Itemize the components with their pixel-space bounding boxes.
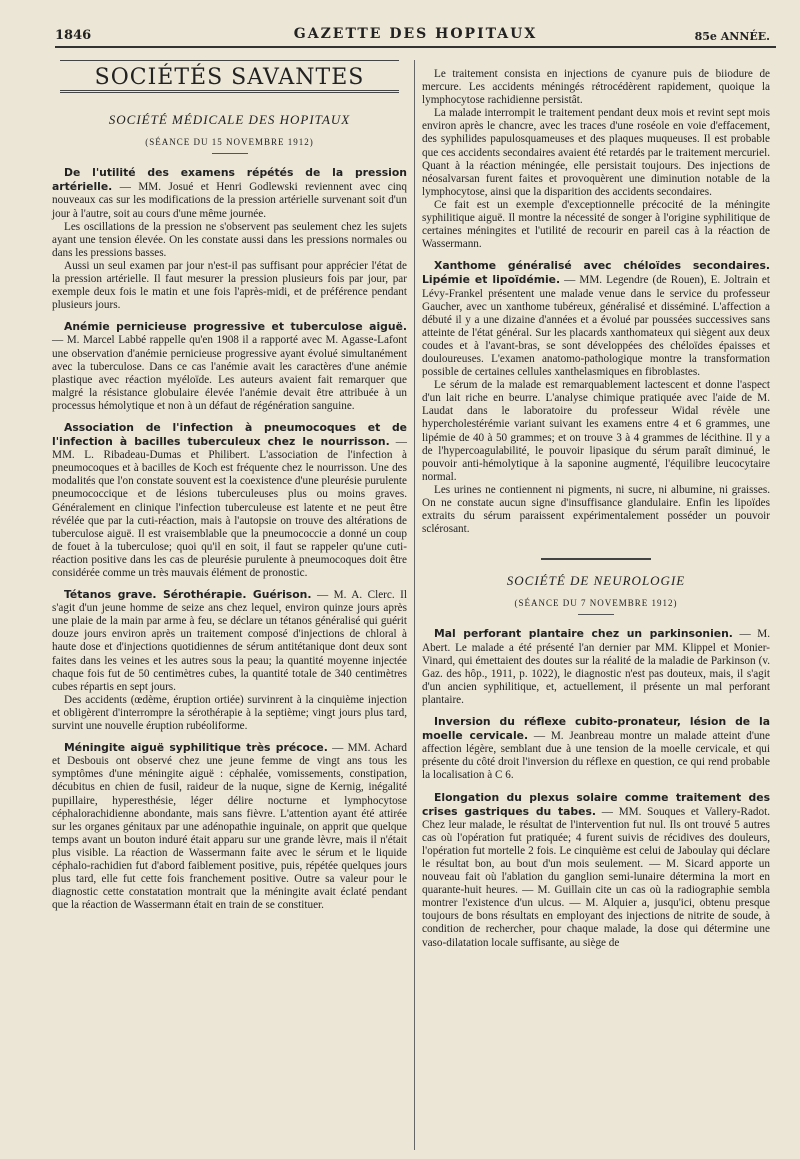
article-body: Le sérum de la malade est remarquablement lactescent et donne l'aspect d'un lait riche en beurre. L'analyse chimique pratiquée avec l'aide de M. Laudat dans le laboratoire du professeur Widal révèle une hypercholestérémie variant suivant les examens entre 4 et 6 grammes, une lipémie de 40 à 50 grammes; et on trouve 3 à 4 grammes de lécithine. Il y a de l'hypercoagulabilité, le pouvoir lipasique du sérum paraît diminué, le pouvoir anti-hémolytique à la saponine augmenté, l'équilibre leucocytaire normal. bbox=[422, 379, 770, 483]
article-continuation bbox=[422, 484, 770, 536]
article-list bbox=[422, 627, 770, 949]
year-label: 85e ANNÉE. bbox=[694, 30, 770, 43]
left-column bbox=[52, 60, 407, 912]
article-heading: Association de l'infection à pneumocoques et de l'infection à bacilles tuberculeux chez le nourrisson. bbox=[52, 420, 407, 449]
article-body: Le traitement consista en injections de cyanure puis de biiodure de mercure. Les accidents méningés rétrocédèrent rapidement, quoique la lymphocytose rachidienne persistât. bbox=[422, 68, 770, 107]
article-body: — M. Jeanbreau montre un malade atteint d'une affection légère, semblant due à une tension de la moelle cervicale, et qui présente du côté droit l'inversion du réflexe en question, ce qui rend probable la localisation à C 6. bbox=[422, 730, 770, 782]
article-heading: Tétanos grave. Sérothérapie. Guérison. bbox=[64, 588, 312, 602]
article-heading: Anémie pernicieuse progressive et tuberculose aiguë. bbox=[64, 320, 407, 334]
article-continuation bbox=[52, 694, 407, 733]
article-paragraph bbox=[52, 320, 407, 413]
article-heading: Méningite aiguë syphilitique très précoce. bbox=[64, 741, 328, 755]
article-body: — M. A. Clerc. Il s'agit d'un jeune homme de seize ans chez lequel, environ quinze jours après une plaie de la main par arme à feu, se déclare un tétanos généralisé qui guérit douze jours environ après un traitement composé d'injections de chloral à haute dose et d'injections quotidiennes de sérum antitétanique dont deux sont faites dans les veines et les autres sous la peau; la quantité moyenne injectée chaque fois fut de 50 centimètres cubes, la quantité totale de 340 centimètres cubes répartis en sept jours. bbox=[52, 589, 407, 693]
article-continuation bbox=[422, 107, 770, 199]
title-separator bbox=[578, 614, 614, 615]
section-separator bbox=[541, 558, 651, 560]
article-paragraph bbox=[422, 627, 770, 707]
article-paragraph bbox=[52, 741, 407, 912]
article-paragraph bbox=[422, 259, 770, 379]
column-divider bbox=[414, 60, 415, 1150]
article-continuation bbox=[52, 221, 407, 260]
article-continuation bbox=[422, 68, 770, 107]
section-main-title: SOCIÉTÉS SAVANTES bbox=[60, 60, 399, 93]
article-list bbox=[422, 68, 770, 536]
newspaper-title: GAZETTE DES HOPITAUX bbox=[293, 26, 538, 42]
article-paragraph bbox=[52, 421, 407, 580]
article-continuation bbox=[422, 379, 770, 484]
article-body: Aussi un seul examen par jour n'est-il pas suffisant pour apprécier l'état de la pression artérielle. Il faut mesurer la pression plusieurs fois par jour, par exemple deux fois le matin et une fois l'après-midi, et de préférence pendant plusieurs jours. bbox=[52, 259, 407, 312]
article-heading: De l'utilité des examens répétés de la pression artérielle. bbox=[52, 166, 407, 194]
article-list bbox=[52, 166, 407, 912]
article-continuation bbox=[52, 260, 407, 312]
right-column bbox=[422, 68, 770, 950]
article-paragraph bbox=[422, 715, 770, 782]
article-body: La malade interrompit le traitement pendant deux mois et revint sept mois environ après le chancre, avec les traces d'une roséole en voie d'effacement, des syphilides papulosquameuses et des plaques muqueuses. Il est probable que ces accidents secondaires avaient été retardés par le traitement mercuriel. Quant à la réaction méningée, elle persistait toujours. Des injections de néosalvarsan furent faites et provoquèrent une diminution notable de la lymphocytose, ainsi que la disparition des accidents secondaires. bbox=[422, 107, 770, 198]
article-body: Ce fait est un exemple d'exceptionnelle précocité de la méningite syphilitique aiguë. Il montre la nécessité de songer à l'origine syphilitique de certaines méningites et l'utilité de recourir en pareil cas à la réaction de Wassermann. bbox=[422, 198, 770, 251]
article-body: — MM. L. Ribadeau-Dumas et Philibert. L'association de l'infection à pneumocoques et à bacilles de Koch est fréquente chez le nourrisson. Une des modalités que l'on constate souvent est la coexistence d'une pleurésie purulente pneumococcique et de lésions tuberculeuses plus ou moins graves. Généralement en clinique l'infection tuberculeuse est latente et ne peut être révélée que par la cuti-réaction, mais à l'autopsie on trouve des altérations de tuberculose aiguë. Il est vraisemblable que la pneumococcie a donné un coup de fouet à la tuberculose; quoi qu'il en soit, il faut se rappeler qu'une cuti-réaction positive dans les cas de pleurésie purulente à pneumocoques doit être considérée comme un très mauvais élément de pronostic. bbox=[52, 436, 407, 579]
article-body: — M. Abert. Le malade a été présenté l'an dernier par MM. Klippel et Monier-Vinard, qui émettaient des doutes sur la réalité de la maladie de Parkinson (v. Gaz. des hôp., 1911, p. 1022), le diagnostic n'est pas douteux, mais, il s'agit d'un ancien syphilitique, et, actuellement, il présente un mal perforant plantaire. bbox=[422, 628, 770, 706]
page-header bbox=[55, 24, 776, 48]
article-body: — MM. Legendre (de Rouen), E. Joltrain et Lévy-Frankel présentent une malade venue dans le service du professeur Gaucher, avec un xanthome tubéreux, généralisé et disséminé. L'affection a débuté il y a une dizaine d'années et a évolué par poussées successives sans atteinte de l'état général. Sur les placards xanthomateux qui siègent aux deux coudes et à l'avant-bras, se sont développées des chéloïdes épaisses et douloureuses. L'examen anatomo-pathologique montre la transformation possible de certaines cellules xanthelasmiques en fibroblastes. bbox=[422, 274, 770, 379]
article-body: — MM. Achard et Desbouis ont observé chez une jeune femme de vingt ans tous les symptômes d'une méningite aiguë : céphalée, vomissements, constipation, décubitus en chien de fusil, raideur de la nuque, signe de Kernig, inégalité pupillaire, hyperesthésie, léger délire nocturne et lymphocytose céphalorachidienne abondante, mais sans fièvre. L'attention ayant été attirée sur les organes génitaux par une adénopathie inguinale, on apprit que quelque temps avant un bouton induré était apparu sur une grande lèvre, mais il n'était plus visible. La réaction de Wassermann faite avec le sérum et le liquide céphalo-rachidien fut d'abord faiblement positive, puis, répétée quelques jours plus tard, elle fut cette fois franchement positive. Outre sa valeur pour le diagnostic cette constatation montrait que la méningite avait éclaté pendant que la réaction de Wassermann était en train de se constituer. bbox=[52, 742, 408, 912]
article-body: Les oscillations de la pression ne s'observent pas seulement chez les sujets ayant une tension élevée. On les constate aussi dans les pressions normales ou dans les pressions basses. bbox=[52, 220, 407, 259]
article-body: — M. Marcel Labbé rappelle qu'en 1908 il a rapporté avec M. Agasse-Lafont une observation d'anémie pernicieuse progressive ayant évolué simultanément avec la tuberculose. Dans ce cas l'anémie avait les caractères d'une anémie plastique avec réaction myéloïde. Les auteurs avaient fait remarquer que malgré la résistance globulaire élevée l'anémie devait être attribuée à un processus hémolytique et non à un défaut de régénération sanguine. bbox=[52, 334, 407, 412]
seance-date: (SÉANCE DU 7 NOVEMBRE 1912) bbox=[514, 598, 678, 609]
article-heading: Mal perforant plantaire chez un parkinsonien. bbox=[434, 627, 733, 641]
society-title: SOCIÉTÉ MÉDICALE DES HOPITAUX bbox=[108, 112, 351, 128]
article-heading: Inversion du réflexe cubito-pronateur, lésion de la moelle cervicale. bbox=[422, 715, 770, 743]
title-separator bbox=[212, 153, 248, 154]
article-paragraph bbox=[422, 791, 770, 950]
article-body: Les urines ne contiennent ni pigments, ni sucre, ni albumine, ni graisses. On ne constate aucun signe d'insuffisance glandulaire. Enfin les lipoïdes extraits du sérum paraissent expérimentalement posséder un pouvoir sclérosant. bbox=[422, 483, 770, 536]
article-paragraph bbox=[52, 166, 407, 220]
article-heading: Xanthome généralisé avec chéloïdes secondaires. Lipémie et lipoïdémie. bbox=[422, 259, 770, 287]
page-number: 1846 bbox=[55, 28, 92, 43]
seance-date: (SÉANCE DU 15 NOVEMBRE 1912) bbox=[145, 137, 314, 148]
article-body: — MM. Souques et Vallery-Radot. Chez leur malade, le résultat de l'intervention fut nul. Ils ont trouvé 5 autres cas où l'opération fut pratiquée; 4 furent suivis de récidives des douleurs, l'opération fut mortelle 2 fois. Le cinquième est celui de Jaboulay qui déclare le résultat bon, au bout d'un mois seulement. — M. Sicard apporte un nouveau fait où l'ablation du ganglion semi-lunaire détermina la mort en quarante-huit heures. — M. Guillain cite un cas où la radiographie sembla montrer l'existence d'un ulcus. — M. Alquier a, jusqu'ici, obtenu presque toujours de bons résultats en employant des injections de nitrite de soude, à condition de rechercher, pour chaque malade, la dose qui détermine une vaso-dilatation locale suffisante, au siège de bbox=[422, 805, 770, 949]
article-body: Des accidents (œdème, éruption ortiée) survinrent à la cinquième injection et obligèrent d'interrompre la sérothérapie à la septième; vingt jours plus tard, survint une nouvelle éruption rubéoliforme. bbox=[52, 693, 407, 733]
article-body: — MM. Josué et Henri Godlewski reviennent avec cinq nouveaux cas sur les modifications de la pression artérielle survenant soit d'un jour à l'autre, soit au cours d'une même journée. bbox=[52, 181, 407, 220]
society-title: SOCIÉTÉ DE NEUROLOGIE bbox=[506, 573, 686, 589]
article-continuation bbox=[422, 199, 770, 251]
article-heading: Elongation du plexus solaire comme traitement des crises gastriques du tabes. bbox=[422, 790, 770, 818]
article-paragraph bbox=[52, 588, 407, 694]
